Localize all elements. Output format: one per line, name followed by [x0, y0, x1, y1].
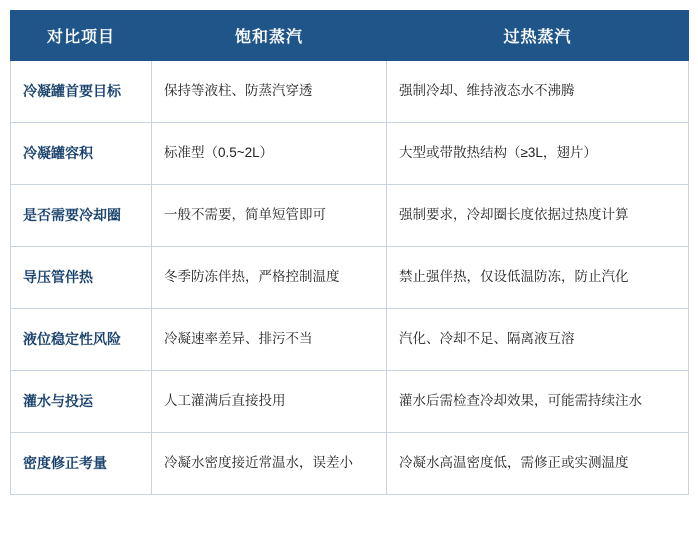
row-header-cell: 灌水与投运 — [11, 371, 152, 433]
saturated-steam-cell: 冷凝速率差异、排污不当 — [152, 309, 387, 371]
row-header-cell: 冷凝罐首要目标 — [11, 61, 152, 123]
saturated-steam-cell: 标准型（0.5~2L） — [152, 123, 387, 185]
column-header-superheated-steam: 过热蒸汽 — [387, 11, 689, 61]
saturated-steam-cell: 一般不需要，简单短管即可 — [152, 185, 387, 247]
table-row — [11, 433, 689, 495]
saturated-steam-cell: 冬季防冻伴热，严格控制温度 — [152, 247, 387, 309]
row-header-cell: 导压管伴热 — [11, 247, 152, 309]
saturated-steam-cell: 人工灌满后直接投用 — [152, 371, 387, 433]
row-header-cell: 液位稳定性风险 — [11, 309, 152, 371]
superheated-steam-cell: 汽化、冷却不足、隔离液互溶 — [387, 309, 689, 371]
superheated-steam-cell: 冷凝水高温密度低，需修正或实测温度 — [387, 433, 689, 495]
table-row — [11, 247, 689, 309]
superheated-steam-cell: 禁止强伴热，仅设低温防冻，防止汽化 — [387, 247, 689, 309]
column-header-item: 对比项目 — [11, 11, 152, 61]
table-body — [11, 61, 689, 495]
row-header-cell: 密度修正考量 — [11, 433, 152, 495]
saturated-steam-cell: 保持等液柱、防蒸汽穿透 — [152, 61, 387, 123]
table-row — [11, 309, 689, 371]
superheated-steam-cell: 大型或带散热结构（≥3L，翅片） — [387, 123, 689, 185]
comparison-table — [10, 10, 689, 495]
table-row — [11, 123, 689, 185]
row-header-cell: 冷凝罐容积 — [11, 123, 152, 185]
table-row — [11, 371, 689, 433]
superheated-steam-cell: 强制要求，冷却圈长度依据过热度计算 — [387, 185, 689, 247]
table-header — [11, 11, 689, 61]
superheated-steam-cell: 灌水后需检查冷却效果，可能需持续注水 — [387, 371, 689, 433]
column-header-saturated-steam: 饱和蒸汽 — [152, 11, 387, 61]
saturated-steam-cell: 冷凝水密度接近常温水，误差小 — [152, 433, 387, 495]
table-header-row — [11, 11, 689, 61]
table-row — [11, 185, 689, 247]
table-row — [11, 61, 689, 123]
superheated-steam-cell: 强制冷却、维持液态水不沸腾 — [387, 61, 689, 123]
row-header-cell: 是否需要冷却圈 — [11, 185, 152, 247]
